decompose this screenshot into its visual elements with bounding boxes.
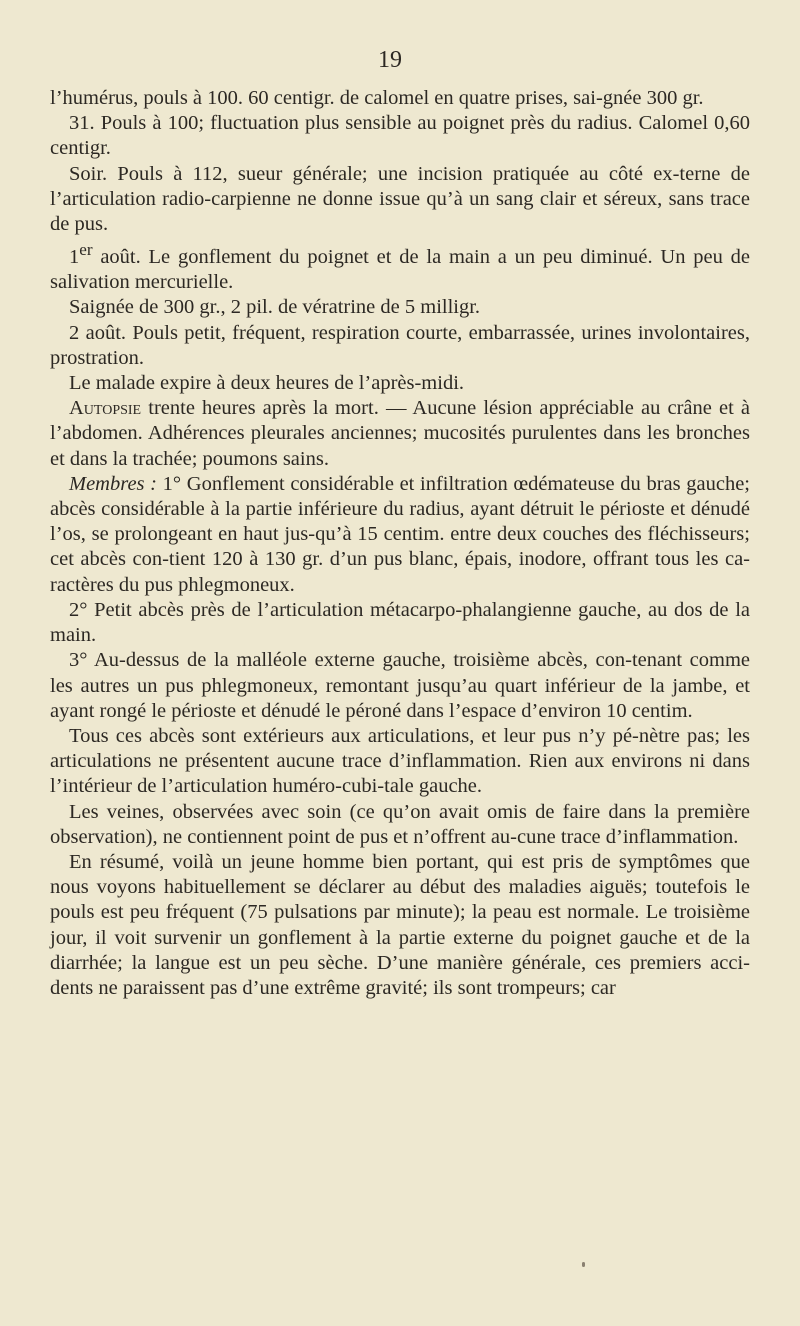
ink-speck — [582, 1262, 585, 1267]
paragraph: Les veines, observées avec soin (ce qu’on avait omis de faire dans la première observation), ne contiennent point de pus et n’offrent au-cune trace d’inflammation. — [50, 800, 750, 848]
paragraph: Tous ces abcès sont extérieurs aux articulations, et leur pus n’y pé-nètre pas; les articulations ne présentent aucune trace d’inflammation. Rien aux environs ni dans l’intérieur de l’articulation huméro-cubi-tale gauche. — [50, 724, 750, 798]
paragraph: Soir. Pouls à 112, sueur générale; une incision pratiquée au côté ex-terne de l’articulation radio-carpienne ne donne issue qu’à un sang clair et séreux, sans trace de pus. — [50, 162, 750, 236]
section-lead: Autopsie — [69, 397, 142, 420]
paragraph: En résumé, voilà un jeune homme bien portant, qui est pris de symptômes que nous voyons habituellement se déclarer au début des maladies aiguës; toutefois le pouls est peu fréquent (75 pulsations par minute); la peau est normale. Le troisième jour, il voit survenir un gonflement à la partie externe du poignet gauche et de la diarrhée; la langue est un peu sèche. D’une manière générale, ces premiers acci-dents ne paraissent pas d’une extrême gravité; ils sont trompeurs; car — [50, 850, 750, 999]
paragraph: 3° Au-dessus de la malléole externe gauche, troisième abcès, con-tenant comme les autres un pus phlegmoneux, remontant jusqu’au quart inférieur de la jambe, et ayant rongé le périoste et dénudé le péroné dans l’espace d’environ 10 centim. — [50, 649, 750, 722]
paragraph: 2° Petit abcès près de l’articulation métacarpo-phalangienne gauche, au dos de la main. — [50, 598, 750, 647]
paragraph — [50, 472, 750, 598]
body-text — [50, 86, 750, 1001]
page-number: 19 — [378, 47, 402, 73]
paragraph: 2 août. Pouls petit, fréquent, respiration courte, embarrassée, urines involontaires, prostration. — [50, 321, 750, 369]
paragraph: 31. Pouls à 100; fluctuation plus sensible au poignet près du radius. Calomel 0,60 centigr. — [50, 112, 750, 160]
paragraph — [50, 237, 750, 295]
section-lead: Membres : — [69, 472, 158, 495]
paragraph — [50, 396, 750, 472]
date-number: 1 — [69, 246, 80, 269]
superscript: er — [79, 240, 93, 260]
paragraph: Saignée de 300 gr., 2 pil. de vératrine de 5 milligr. — [69, 296, 481, 319]
paragraph-text: août. Le gonflement du poignet et de la main a un peu diminué. Un peu de salivation mercurielle. — [50, 246, 750, 294]
paragraph-text: trente heures après la mort. — Aucune lésion appréciable au crâne et à l’abdomen. Adhérences pleurales anciennes; mucosités purulentes dans les bronches et dans la trachée; poumons sains. — [50, 397, 750, 470]
paragraph: Le malade expire à deux heures de l’après-midi. — [69, 372, 465, 395]
paragraph: l’humérus, pouls à 100. 60 centigr. de calomel en quatre prises, sai-gnée 300 gr. — [50, 87, 704, 109]
paragraph-text: 1° Gonflement considérable et infiltration œdémateuse du bras gauche; abcès considérable à la partie inférieure du radius, ayant détruit le périoste et dénudé l’os, se prolongeant en haut jus-qu’à 15 centim. entre deux couches des fléchisseurs; cet abcès con-tient 120 à 130 gr. d’un pus blanc, épais, inodore, offrant tous les ca-ractères du pus phlegmoneux. — [50, 472, 751, 596]
